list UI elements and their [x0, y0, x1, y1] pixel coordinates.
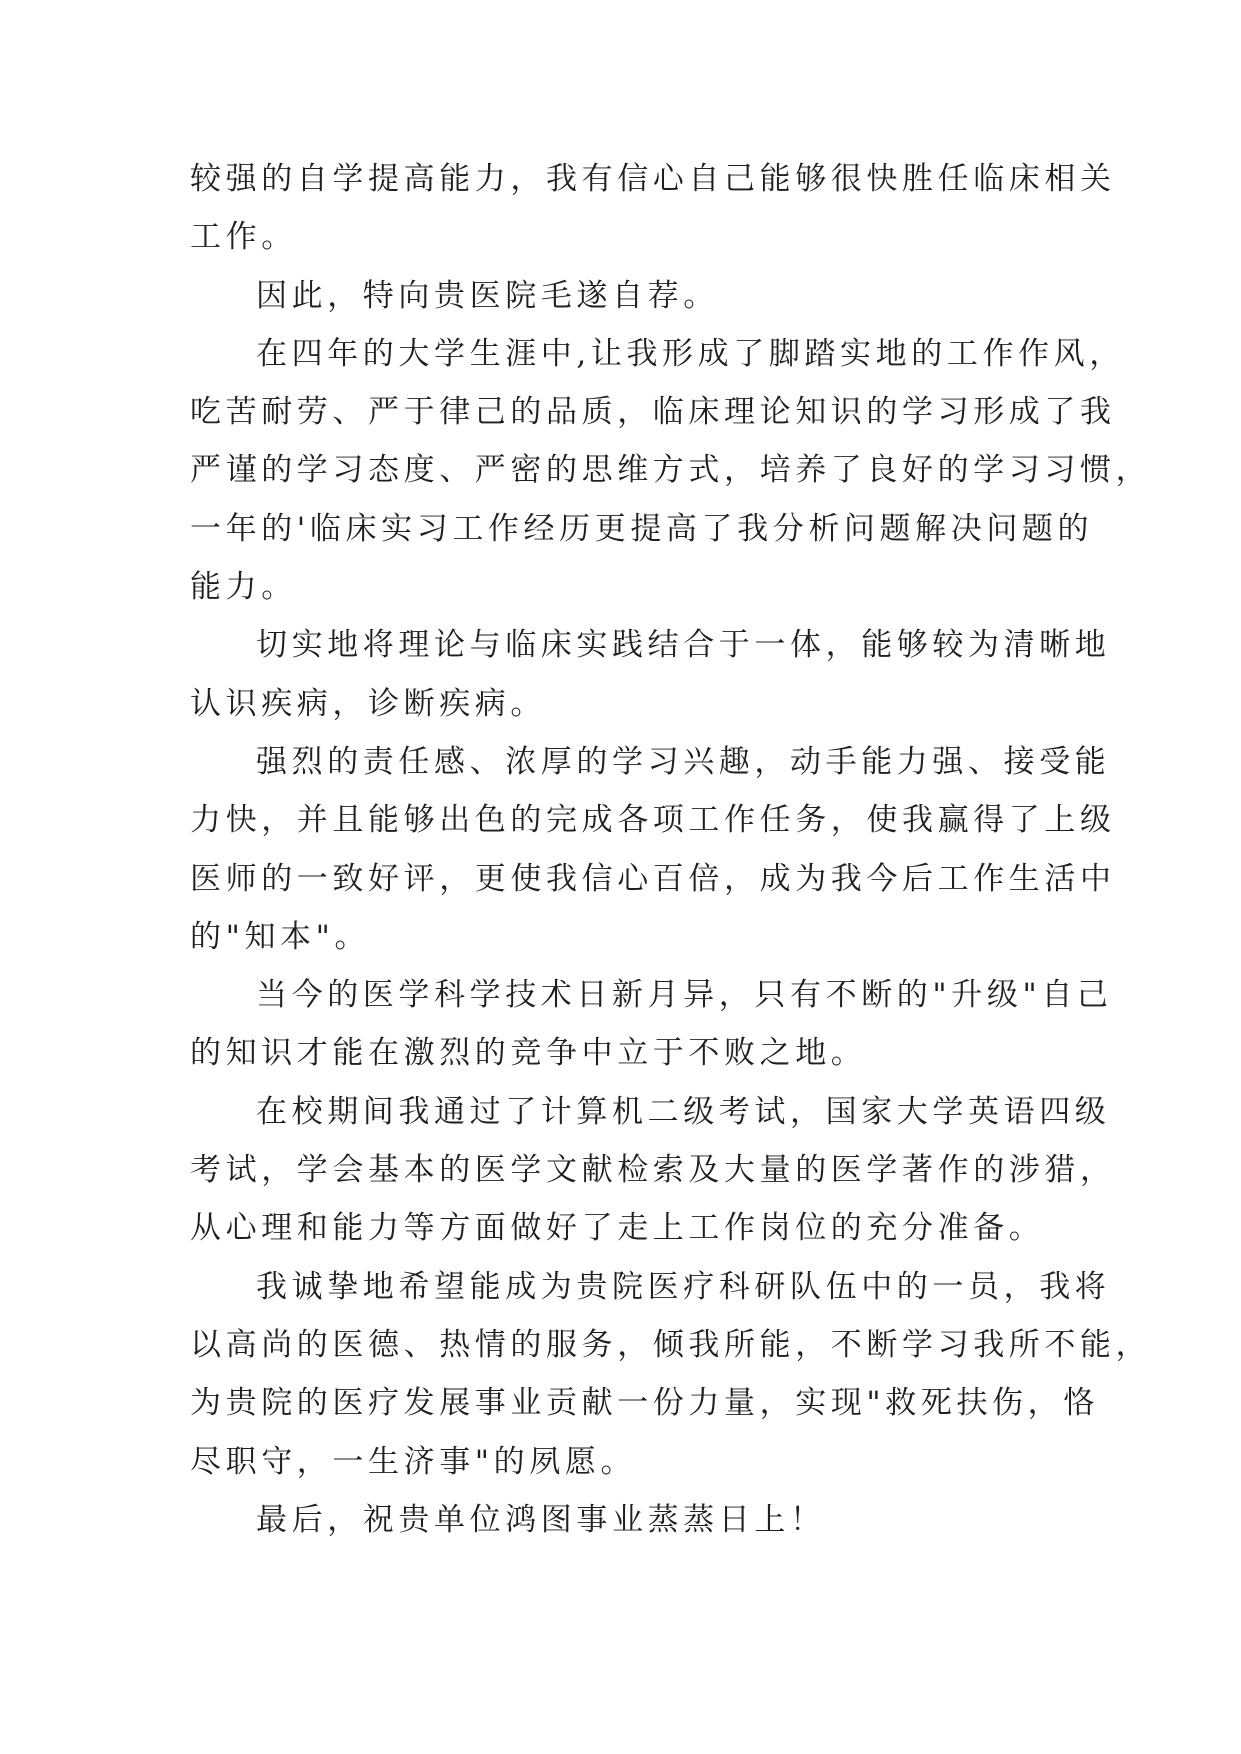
text-line: 的"知本"。	[190, 918, 371, 955]
text-line: 尽职守，一生济事"的夙愿。	[190, 1443, 637, 1480]
text-line: 我诚挚地希望能成为贵院医疗科研队伍中的一员，我将	[256, 1268, 1111, 1305]
text-line: 力快，并且能够出色的完成各项工作任务，使我赢得了上级	[190, 802, 1116, 839]
text-line: 工作。	[190, 219, 297, 256]
text-line: 因此，特向贵医院毛遂自荐。	[256, 277, 719, 314]
text-line: 较强的自学提高能力，我有信心自己能够很快胜任临床相关	[190, 161, 1116, 197]
text-line: 严谨的学习态度、严密的思维方式，培养了良好的学习习惯，	[190, 452, 1152, 489]
text-line: 能力。	[190, 569, 297, 606]
text-line: 吃苦耐劳、严于律己的品质，临床理论知识的学习形成了我	[190, 394, 1116, 431]
text-line: 一年的'临床实习工作经历更提高了我分析问题解决问题的	[190, 510, 1094, 547]
text-line: 当今的医学科学技术日新月异，只有不断的"升级"自己	[256, 977, 1113, 1014]
text-line: 在校期间我通过了计算机二级考试，国家大学英语四级	[256, 1093, 1111, 1130]
text-line: 最后，祝贵单位鸿图事业蒸蒸日上！	[256, 1501, 826, 1538]
text-line: 的知识才能在激烈的竞争中立于不败之地。	[190, 1035, 867, 1072]
text-line: 强烈的责任感、浓厚的学习兴趣，动手能力强、接受能	[256, 743, 1111, 780]
text-line: 考试，学会基本的医学文献检索及大量的医学著作的涉猎，	[190, 1152, 1116, 1189]
document-body	[190, 150, 1152, 1549]
text-line: 在四年的大学生涯中,让我形成了脚踏实地的工作作风，	[256, 335, 1125, 372]
text-line: 以高尚的医德、热情的服务，倾我所能，不断学习我所不能，	[190, 1326, 1152, 1363]
text-line: 医师的一致好评，更使我信心百倍，成为我今后工作生活中	[190, 860, 1116, 897]
text-line: 从心理和能力等方面做好了走上工作岗位的充分准备。	[190, 1210, 1045, 1247]
text-line: 切实地将理论与临床实践结合于一体，能够较为清晰地	[256, 627, 1111, 664]
text-line: 认识疾病，诊断疾病。	[190, 685, 546, 722]
text-line: 为贵院的医疗发展事业贡献一份力量，实现"救死扶伤，恪	[190, 1385, 1099, 1422]
